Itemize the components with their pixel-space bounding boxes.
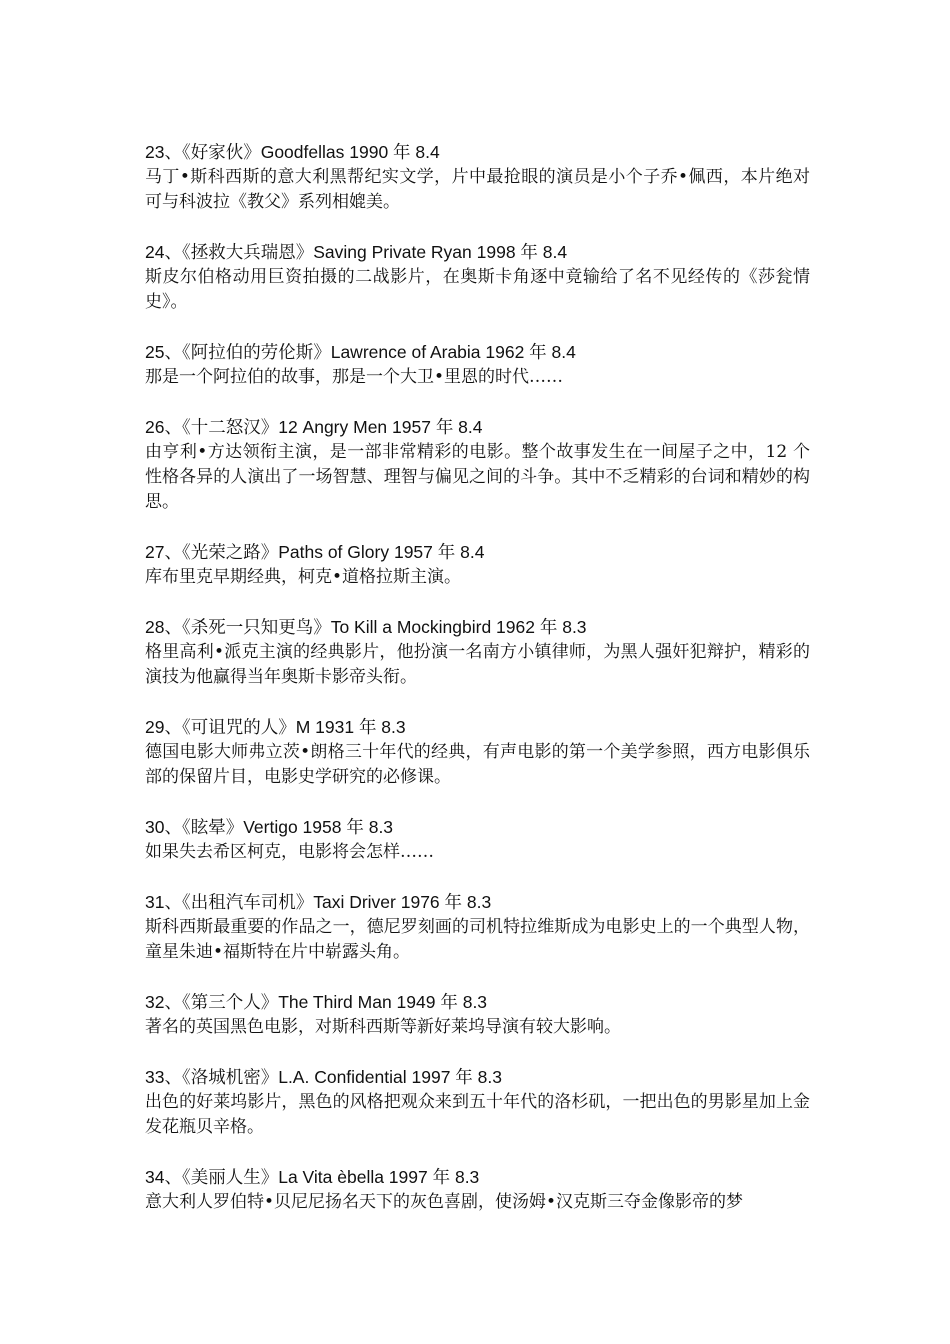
film-title: 23、《好家伙》Goodfellas 1990 年 8.4 bbox=[145, 142, 440, 162]
film-entry-29 bbox=[145, 715, 810, 790]
document-page bbox=[145, 140, 810, 1240]
film-title: 31、《出租汽车司机》Taxi Driver 1976 年 8.3 bbox=[145, 892, 492, 912]
film-entry-32 bbox=[145, 990, 810, 1040]
film-description: 由亨利•方达领衔主演，是一部非常精彩的电影。整个故事发生在一间屋子之中，12 个性格各异的人演出了一场智慧、理智与偏见之间的斗争。其中不乏精彩的台词和精妙的构思。 bbox=[145, 442, 810, 512]
film-entry-24 bbox=[145, 240, 810, 315]
film-title: 26、《十二怒汉》12 Angry Men 1957 年 8.4 bbox=[145, 417, 483, 437]
film-description: 库布里克早期经典，柯克•道格拉斯主演。 bbox=[145, 567, 462, 587]
film-entry-25 bbox=[145, 340, 810, 390]
film-title: 33、《洛城机密》L.A. Confidential 1997 年 8.3 bbox=[145, 1067, 502, 1087]
film-description: 如果失去希区柯克，电影将会怎样…… bbox=[145, 842, 434, 862]
film-entry-23 bbox=[145, 140, 810, 215]
film-description: 斯科西斯最重要的作品之一，德尼罗刻画的司机特拉维斯成为电影史上的一个典型人物，童星朱迪•福斯特在片中崭露头角。 bbox=[145, 917, 810, 962]
film-entry-31 bbox=[145, 890, 810, 965]
film-title: 29、《可诅咒的人》M 1931 年 8.3 bbox=[145, 717, 406, 737]
film-description: 马丁•斯科西斯的意大利黑帮纪实文学，片中最抢眼的演员是小个子乔•佩西，本片绝对可与科波拉《教父》系列相媲美。 bbox=[145, 167, 810, 212]
film-entry-30 bbox=[145, 815, 810, 865]
film-title: 32、《第三个人》The Third Man 1949 年 8.3 bbox=[145, 992, 488, 1012]
film-title: 34、《美丽人生》La Vita èbella 1997 年 8.3 bbox=[145, 1167, 480, 1187]
film-title: 25、《阿拉伯的劳伦斯》Lawrence of Arabia 1962 年 8.4 bbox=[145, 342, 576, 362]
film-description: 斯皮尔伯格动用巨资拍摄的二战影片，在奥斯卡角逐中竟输给了名不见经传的《莎瓮情史》。 bbox=[145, 267, 810, 312]
film-entry-33 bbox=[145, 1065, 810, 1140]
film-entry-27 bbox=[145, 540, 810, 590]
film-entry-28 bbox=[145, 615, 810, 690]
film-description: 意大利人罗伯特•贝尼尼扬名天下的灰色喜剧，使汤姆•汉克斯三夺金像影帝的梦 bbox=[145, 1192, 744, 1212]
film-title: 30、《眩晕》Vertigo 1958 年 8.3 bbox=[145, 817, 394, 837]
film-description: 格里高利•派克主演的经典影片，他扮演一名南方小镇律师，为黑人强奸犯辩护，精彩的演技为他赢得当年奥斯卡影帝头衔。 bbox=[145, 642, 810, 687]
film-description: 德国电影大师弗立茨•朗格三十年代的经典，有声电影的第一个美学参照，西方电影俱乐部的保留片目，电影史学研究的必修课。 bbox=[145, 742, 810, 787]
film-entry-26 bbox=[145, 415, 810, 515]
film-description: 那是一个阿拉伯的故事，那是一个大卫•里恩的时代…… bbox=[145, 367, 564, 387]
film-description: 出色的好莱坞影片，黑色的风格把观众来到五十年代的洛杉矶，一把出色的男影星加上金发花瓶贝辛格。 bbox=[145, 1092, 810, 1137]
film-description: 著名的英国黑色电影，对斯科西斯等新好莱坞导演有较大影响。 bbox=[145, 1017, 621, 1037]
film-title: 24、《拯救大兵瑞恩》Saving Private Ryan 1998 年 8.4 bbox=[145, 242, 568, 262]
film-title: 27、《光荣之路》Paths of Glory 1957 年 8.4 bbox=[145, 542, 485, 562]
film-title: 28、《杀死一只知更鸟》To Kill a Mockingbird 1962 年 8.3 bbox=[145, 617, 587, 637]
film-entry-34 bbox=[145, 1165, 810, 1215]
